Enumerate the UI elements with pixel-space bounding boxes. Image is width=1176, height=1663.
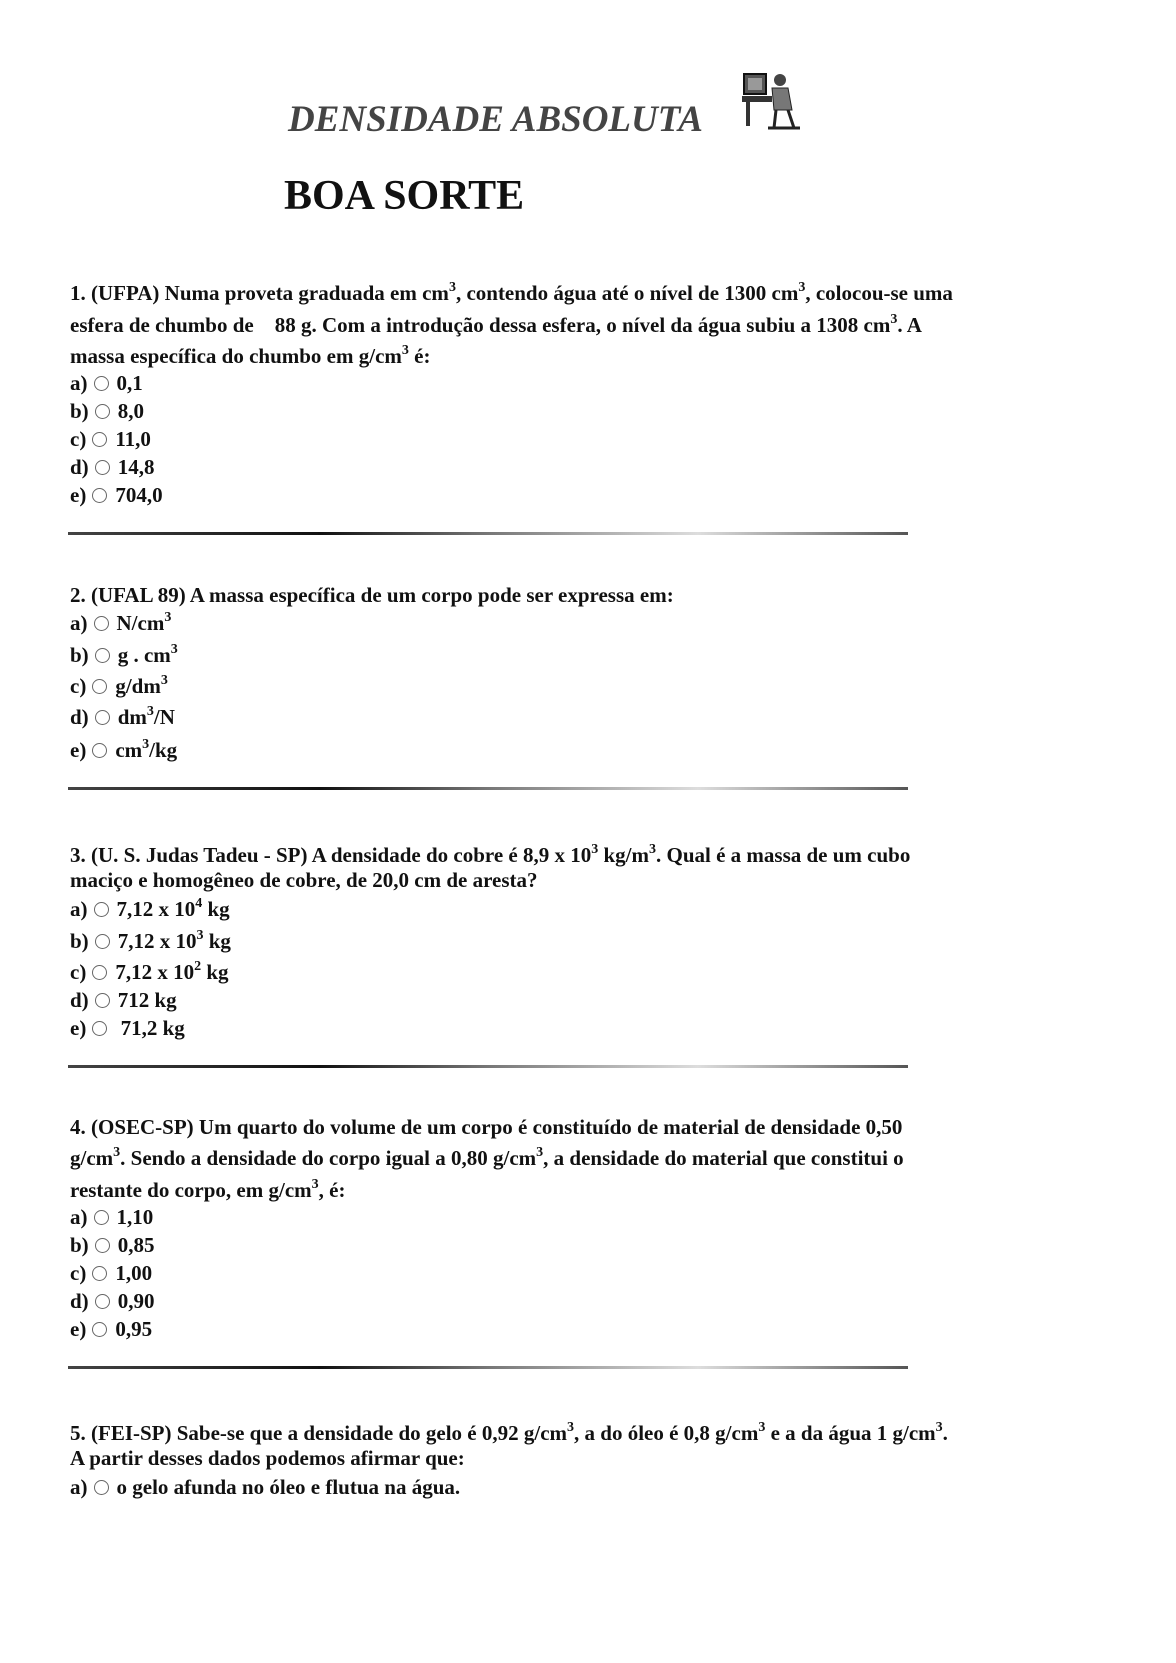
q2-option-c[interactable]: c) $g/dm^3$ [70,673,168,698]
q3-option-e[interactable]: e) 71,2 kg [70,1016,185,1040]
q4-option-e[interactable]: e) 0,95 [70,1317,153,1341]
question-2-text: 2. (UFAL 89) A massa específica de um corpo pode ser expressa em: [70,583,674,607]
q2-option-d[interactable]: d) $dm^3/N$ [70,704,175,729]
radio-button[interactable] [95,460,110,475]
page-title: DENSIDADE ABSOLUTA [288,99,703,140]
radio-button[interactable] [94,1480,109,1495]
q3-option-d[interactable]: d) 712 kg [70,988,177,1012]
radio-button[interactable] [92,432,107,447]
q4-option-a[interactable]: a) 1,10 [70,1205,154,1229]
question-1-text: 1. (UFPA) Numa proveta graduada em $cm^3$, contendo água até o nível de 1300 $cm^3$, colocou-se uma [70,280,953,305]
radio-button[interactable] [92,965,107,980]
radio-button[interactable] [92,1322,107,1337]
radio-button[interactable] [95,404,110,419]
separator-line [68,532,908,535]
person-at-computer-clipart-icon [738,68,802,132]
radio-button[interactable] [94,1210,109,1225]
radio-button[interactable] [94,902,109,917]
question-3-text: maciço e homogêneo de cobre, de 20,0 cm de aresta? [70,868,538,892]
radio-button[interactable] [94,376,109,391]
question-4-text: restante do corpo, em $g/cm^3$, é: [70,1177,346,1202]
page-subtitle: BOA SORTE [284,173,525,219]
radio-button[interactable] [92,488,107,503]
radio-button[interactable] [94,616,109,631]
q3-option-c[interactable]: c) 7,12 x $10^2$ kg [70,959,229,984]
q5-option-a[interactable]: a) o gelo afunda no óleo e flutua na água. [70,1475,461,1499]
question-5-text: A partir desses dados podemos afirmar que: [70,1446,465,1470]
question-3-text: 3. (U. S. Judas Tadeu - SP) A densidade do cobre é 8,9 x $10^3$ $kg/m^3$. Qual é a massa de um cubo [70,842,911,867]
q4-option-c[interactable]: c) 1,00 [70,1261,153,1285]
question-1-text: massa específica do chumbo em $g/cm^3$ é: [70,343,431,368]
q2-option-a[interactable]: a) $N/cm^3$ [70,610,172,635]
radio-button[interactable] [92,1021,107,1036]
radio-button[interactable] [92,1266,107,1281]
radio-button[interactable] [95,710,110,725]
radio-button[interactable] [95,1294,110,1309]
q1-option-b[interactable]: b) 8,0 [70,399,144,423]
question-5-text: 5. (FEI-SP) Sabe-se que a densidade do gelo é 0,92 $g/cm^3$, a do óleo é 0,8 $g/cm^3$ e a da água 1 $g/cm^3$. [70,1420,948,1445]
separator-line [68,1366,908,1369]
q1-option-a[interactable]: a) 0,1 [70,371,143,395]
separator-line [68,1065,908,1068]
q1-option-e[interactable]: e) 704,0 [70,483,163,507]
question-1-text: esfera de chumbo de 88 g. Com a introdução dessa esfera, o nível da água subiu a 1308 $cm^3$. A [70,312,922,337]
separator-line [68,787,908,790]
q1-option-d[interactable]: d) 14,8 [70,455,155,479]
question-4-text: $g/cm^3$. Sendo a densidade do corpo igual a 0,80 $g/cm^3$, a densidade do material que constitui o [70,1145,904,1170]
radio-button[interactable] [95,934,110,949]
radio-button[interactable] [95,1238,110,1253]
radio-button[interactable] [95,993,110,1008]
q3-option-b[interactable]: b) 7,12 x $10^3$ kg [70,928,231,953]
q2-option-b[interactable]: b) g . $cm^3$ [70,642,178,667]
radio-button[interactable] [92,743,107,758]
radio-button[interactable] [95,648,110,663]
radio-button[interactable] [92,679,107,694]
q1-option-c[interactable]: c) 11,0 [70,427,151,451]
question-4-text: 4. (OSEC-SP) Um quarto do volume de um corpo é constituído de material de densidade 0,50 [70,1115,903,1139]
q2-option-e[interactable]: e) $cm^3/kg$ [70,737,178,762]
q3-option-a[interactable]: a) 7,12 x $10^4$ kg [70,896,230,921]
q4-option-d[interactable]: d) 0,90 [70,1289,155,1313]
q4-option-b[interactable]: b) 0,85 [70,1233,155,1257]
